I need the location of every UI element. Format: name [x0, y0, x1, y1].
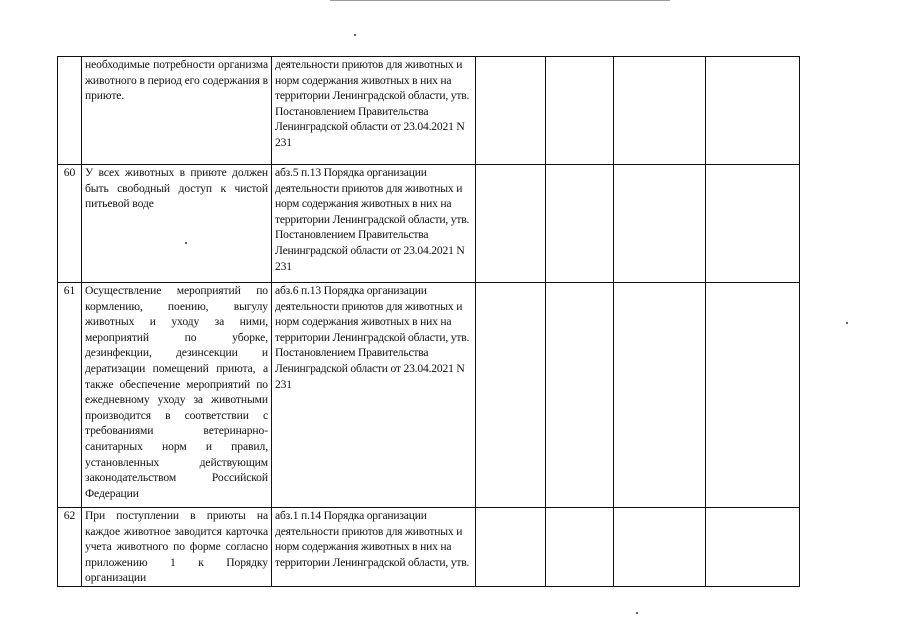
note-cell	[706, 508, 800, 587]
scan-speck	[354, 34, 356, 36]
row-number: 61	[58, 283, 82, 508]
requirement-cell: У всех животных в приюте должен быть свободный доступ к чистой питьевой воде	[82, 165, 272, 283]
answer-cell	[476, 165, 546, 283]
legal-reference-cell: абз.1 п.14 Порядка организации деятельности приютов для животных и норм содержания животных в них на территории Ленинградской области, утв.	[272, 508, 476, 587]
answer-cell	[614, 57, 706, 165]
requirement-cell: Осуществление мероприятий по кормлению, поению, выгулу животных и уходу за ними, мероприятий по уборке, дезинфекции, дезинсекции и дератизации помещений приюта, а также обеспечение мероприятий по ежедневному уходу за животными производится в соответствии с требованиями ветеринарно-санитарных норм и правил, установленных действующим законодательством Российской Федерации	[82, 283, 272, 508]
answer-cell	[546, 283, 614, 508]
answer-cell	[476, 283, 546, 508]
table-row	[58, 57, 800, 165]
legal-reference-cell: деятельности приютов для животных и норм содержания животных в них на территории Ленинградской области, утв. Постановлением Правительства Ленинградской области от 23.04.2021 N 231	[272, 57, 476, 165]
answer-cell	[546, 165, 614, 283]
legal-reference-cell: абз.5 п.13 Порядка организации деятельности приютов для животных и норм содержания животных в них на территории Ленинградской области, утв. Постановлением Правительства Ленинградской области от 23.04.2021 N 231	[272, 165, 476, 283]
row-number: 60	[58, 165, 82, 283]
page-top-edge	[330, 0, 670, 1]
row-number: 62	[58, 508, 82, 587]
table-row	[58, 165, 800, 283]
requirement-cell: необходимые потребности организма животного в период его содержания в приюте.	[82, 57, 272, 165]
table-row	[58, 283, 800, 508]
note-cell	[706, 57, 800, 165]
checklist-table	[57, 56, 800, 587]
legal-reference-cell: абз.6 п.13 Порядка организации деятельности приютов для животных и норм содержания животных в них на территории Ленинградской области, утв. Постановлением Правительства Ленинградской области от 23.04.2021 N 231	[272, 283, 476, 508]
scan-speck	[846, 322, 848, 324]
scan-speck	[636, 612, 638, 614]
answer-cell	[614, 283, 706, 508]
requirement-cell: При поступлении в приюты на каждое животное заводится карточка учета животного по форме согласно приложению 1 к Порядку организации	[82, 508, 272, 587]
answer-cell	[614, 165, 706, 283]
note-cell	[706, 283, 800, 508]
row-number	[58, 57, 82, 165]
answer-cell	[546, 508, 614, 587]
answer-cell	[476, 57, 546, 165]
note-cell	[706, 165, 800, 283]
answer-cell	[476, 508, 546, 587]
answer-cell	[546, 57, 614, 165]
table-row	[58, 508, 800, 587]
answer-cell	[614, 508, 706, 587]
